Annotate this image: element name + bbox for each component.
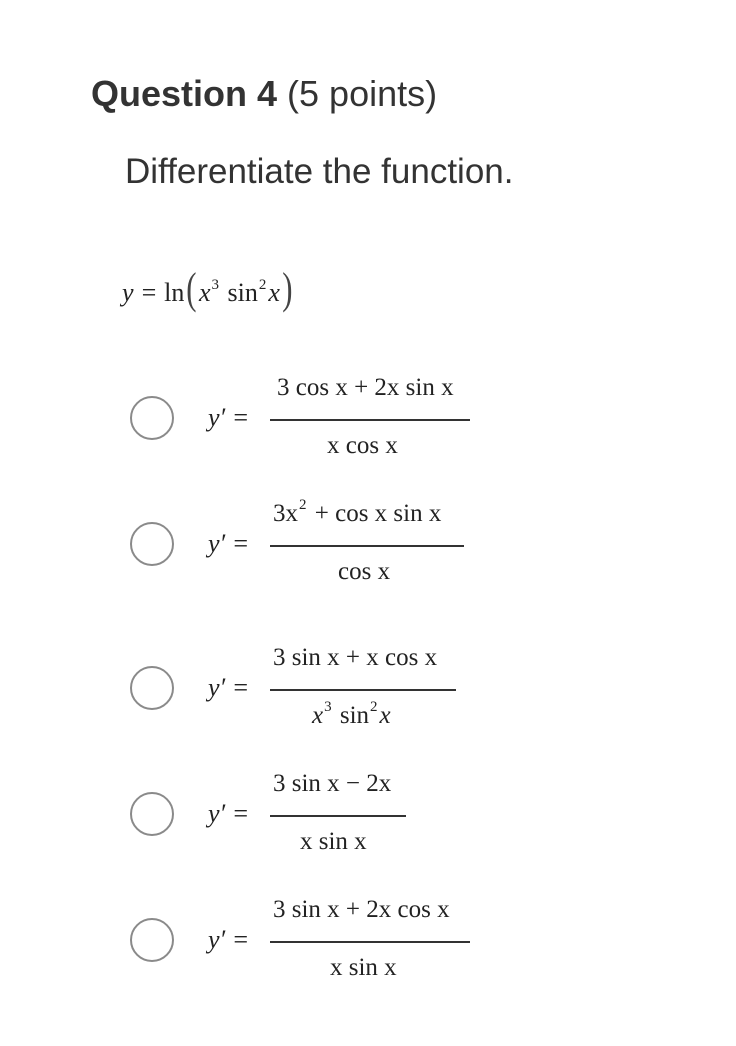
option-3-denominator-arg: x	[379, 702, 391, 729]
function-ln: ln	[164, 278, 185, 307]
option-2-numerator-power: 2	[299, 497, 307, 513]
option-1-lhs: y′ =	[208, 403, 250, 432]
option-5-denominator: x sin x	[330, 954, 397, 981]
option-3-fraction-bar	[270, 689, 456, 691]
option-2-fraction-bar	[270, 545, 464, 547]
radio-button-5[interactable]	[130, 918, 174, 962]
option-3-denominator-sin-power: 2	[370, 699, 378, 715]
option-4-fraction-bar	[270, 815, 406, 817]
function-lhs: y =	[122, 278, 165, 307]
option-2-lhs: y′ =	[208, 529, 250, 558]
option-2-numerator-term: 3x	[273, 500, 298, 527]
answer-option-5[interactable]	[130, 890, 510, 990]
option-3-denominator	[312, 698, 391, 737]
option-1-numerator: 3 cos x + 2x sin x	[277, 374, 454, 401]
option-2-numerator-rest: + cos x sin x	[308, 500, 442, 527]
option-5-fraction-bar	[270, 941, 470, 943]
right-paren: )	[282, 264, 293, 313]
option-1-denominator: x cos x	[327, 432, 398, 459]
radio-button-2[interactable]	[130, 522, 174, 566]
answer-option-4[interactable]	[130, 764, 510, 864]
function-sin: sin	[221, 278, 258, 307]
option-3-denominator-x: x	[312, 702, 324, 729]
function-expression	[122, 262, 295, 322]
left-paren: (	[186, 264, 197, 313]
option-5-lhs: y′ =	[208, 925, 250, 954]
option-4-numerator: 3 sin x − 2x	[273, 770, 392, 797]
radio-button-4[interactable]	[130, 792, 174, 836]
function-arg: x	[268, 278, 280, 307]
radio-button-1[interactable]	[130, 396, 174, 440]
option-4-lhs: y′ =	[208, 799, 250, 828]
option-1-fraction-bar	[270, 419, 470, 421]
option-2-denominator: cos x	[338, 558, 391, 585]
radio-button-3[interactable]	[130, 666, 174, 710]
question-header	[91, 72, 437, 116]
option-2-numerator	[273, 496, 441, 535]
option-3-numerator: 3 sin x + x cos x	[273, 644, 438, 671]
answer-option-2[interactable]	[130, 494, 510, 594]
option-3-denominator-sin: sin	[333, 702, 370, 729]
option-3-lhs: y′ =	[208, 673, 250, 702]
answer-option-3[interactable]	[130, 638, 510, 738]
question-prompt: Differentiate the function.	[125, 152, 514, 191]
option-4-denominator: x sin x	[300, 828, 367, 855]
question-points: (5 points)	[287, 73, 438, 114]
answer-option-1[interactable]	[130, 368, 510, 468]
option-5-numerator: 3 sin x + 2x cos x	[273, 896, 450, 923]
function-sin-power: 2	[258, 277, 267, 293]
function-x: x	[198, 278, 211, 307]
option-3-denominator-x-power: 3	[324, 699, 332, 715]
function-x-power: 3	[211, 277, 220, 293]
question-title: Question 4	[91, 73, 278, 114]
